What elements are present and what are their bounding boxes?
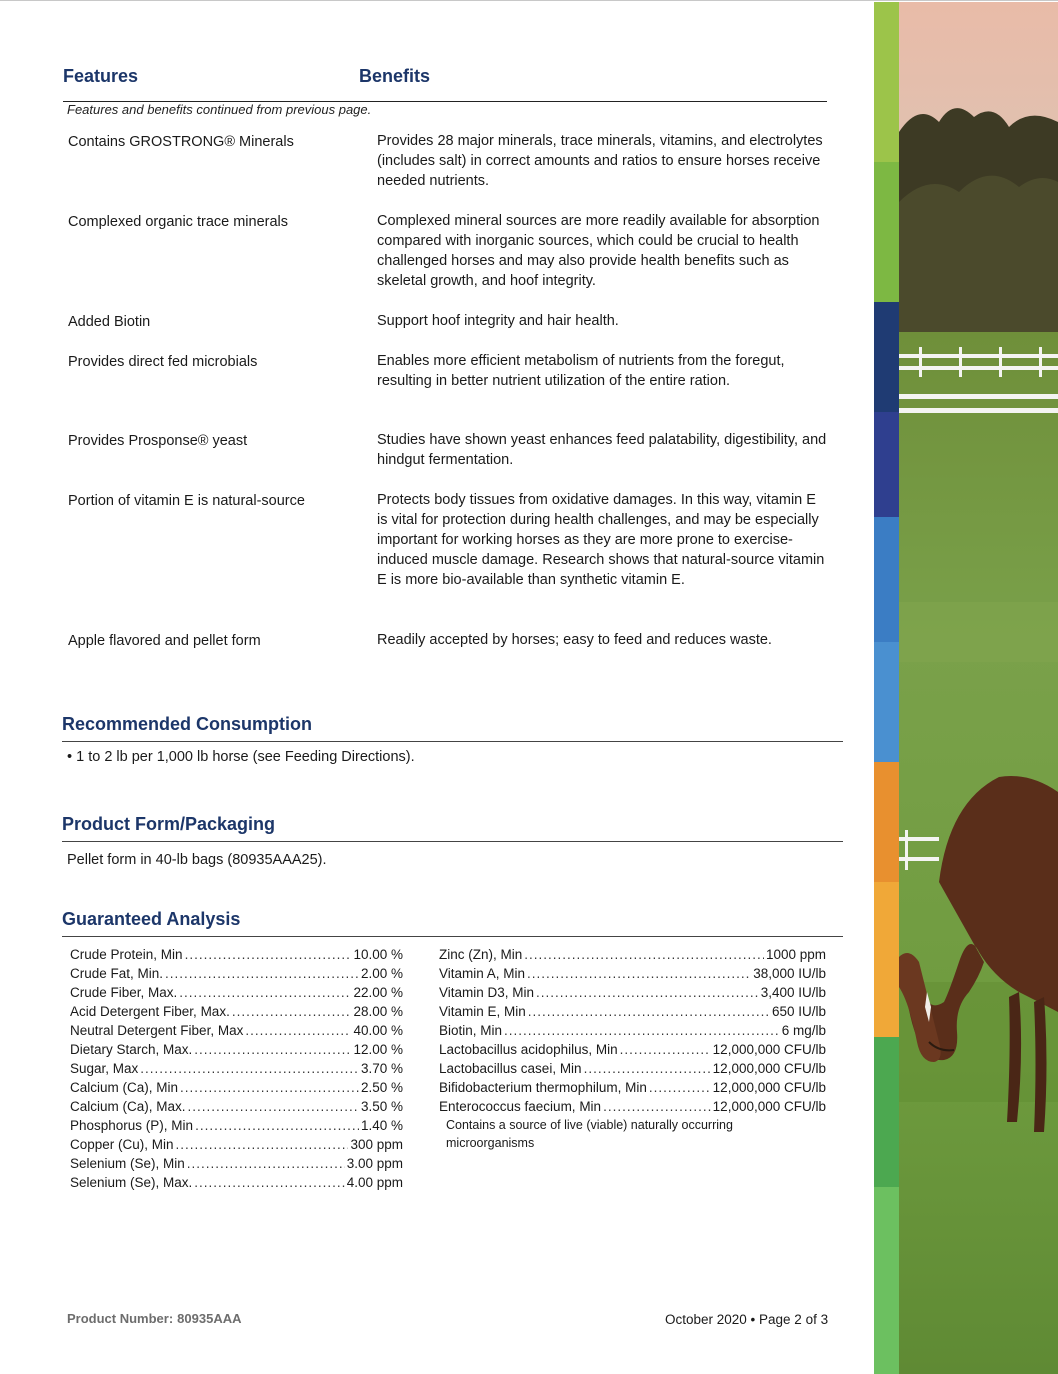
- dot-leader: [140, 1059, 359, 1078]
- benefit-text: Protects body tissues from oxidative damages. In this way, vitamin E is vital for protection during health challenges, and may be especially important for working horses as they are more prone to exercise-induced muscle damage. Research shows that natural-source vitamin E is more bio-available than synthetic vitamin E.: [377, 492, 825, 588]
- analysis-label: Crude Fat, Min.: [70, 966, 164, 981]
- analysis-label: Calcium (Ca), Max.: [70, 1099, 186, 1114]
- analysis-row: [70, 1097, 403, 1116]
- analysis-row: [70, 1116, 403, 1135]
- dot-leader: [528, 1002, 770, 1021]
- color-band-segment: [874, 162, 899, 302]
- dot-leader: [504, 1021, 780, 1040]
- analysis-label: Neutral Detergent Fiber, Max: [70, 1023, 244, 1038]
- color-band-segment: [874, 412, 899, 517]
- dot-leader: [187, 1154, 345, 1173]
- analysis-value: 3,400 IU/lb: [760, 985, 826, 1000]
- feature-text: Portion of vitamin E is natural-source: [68, 493, 305, 509]
- analysis-value: 300 ppm: [350, 1137, 403, 1152]
- analysis-row: [70, 1154, 403, 1173]
- features-benefits-header: [63, 66, 827, 102]
- color-band-segment: [874, 302, 899, 412]
- analysis-row: [439, 1021, 826, 1040]
- dot-leader: [188, 1097, 359, 1116]
- analysis-row: [70, 1040, 403, 1059]
- benefit-text: Complexed mineral sources are more readily available for absorption compared with inorganic sources, which could be crucial to health challenged horses and may also provide health benefits such as skeletal growth, and hoof integrity.: [377, 213, 820, 289]
- analysis-row: [439, 1097, 826, 1116]
- dot-leader: [195, 1116, 359, 1135]
- analysis-value: 40.00 %: [353, 1023, 403, 1038]
- feature-text: Provides direct fed microbials: [68, 354, 258, 370]
- color-band-segment: [874, 1187, 899, 1374]
- dot-leader: [165, 964, 359, 983]
- analysis-value: 12,000,000 CFU/lb: [712, 1080, 826, 1095]
- dot-leader: [584, 1059, 711, 1078]
- analysis-row: [70, 1135, 403, 1154]
- analysis-label: Crude Fiber, Max.: [70, 985, 178, 1000]
- dot-leader: [524, 945, 764, 964]
- guaranteed-analysis-heading: Guaranteed Analysis: [62, 909, 843, 937]
- analysis-row: [70, 1078, 403, 1097]
- color-band-segment: [874, 642, 899, 762]
- analysis-row: [439, 964, 826, 983]
- color-band-segment: [874, 517, 899, 642]
- analysis-value: 650 IU/lb: [771, 1004, 826, 1019]
- color-band-segment: [874, 762, 899, 882]
- analysis-value: 12,000,000 CFU/lb: [712, 1042, 826, 1057]
- analysis-value: 10.00 %: [353, 947, 403, 962]
- analysis-label: Zinc (Zn), Min: [439, 947, 523, 962]
- feature-text: Apple flavored and pellet form: [68, 633, 261, 649]
- dot-leader: [603, 1097, 711, 1116]
- analysis-label: Copper (Cu), Min: [70, 1137, 174, 1152]
- analysis-label: Dietary Starch, Max.: [70, 1042, 193, 1057]
- dot-leader: [185, 945, 352, 964]
- dot-leader: [527, 964, 751, 983]
- analysis-row: [439, 1040, 826, 1059]
- analysis-label: Enterococcus faecium, Min: [439, 1099, 602, 1114]
- analysis-label: Vitamin A, Min: [439, 966, 526, 981]
- feature-text: Contains GROSTRONG® Minerals: [68, 134, 294, 150]
- date-page: October 2020 • Page 2 of 3: [665, 1312, 829, 1327]
- analysis-label: Lactobacillus acidophilus, Min: [439, 1042, 618, 1057]
- feature-text: Added Biotin: [68, 314, 151, 330]
- analysis-row: [439, 1078, 826, 1097]
- top-rule: [0, 0, 1058, 1]
- analysis-row: [70, 1173, 403, 1192]
- analysis-value: 2.50 %: [360, 1080, 403, 1095]
- color-band-segment: [874, 1037, 899, 1187]
- benefit-text: Readily accepted by horses; easy to feed and reduces waste.: [377, 632, 772, 648]
- dot-leader: [194, 1040, 351, 1059]
- analysis-label: Vitamin E, Min: [439, 1004, 526, 1019]
- analysis-label: Calcium (Ca), Min: [70, 1080, 179, 1095]
- feature-text: Provides Prosponse® yeast: [68, 433, 248, 449]
- color-band-segment: [874, 2, 899, 162]
- dot-leader: [649, 1078, 711, 1097]
- analysis-value: 12,000,000 CFU/lb: [712, 1099, 826, 1114]
- product-form-heading: Product Form/Packaging: [62, 814, 843, 842]
- analysis-value: 4.00 ppm: [346, 1175, 403, 1190]
- analysis-label: Vitamin D3, Min: [439, 985, 535, 1000]
- analysis-value: 22.00 %: [353, 985, 403, 1000]
- analysis-left-column: [70, 945, 403, 1192]
- dot-leader: [180, 1078, 359, 1097]
- analysis-row: [70, 1059, 403, 1078]
- analysis-label: Crude Protein, Min: [70, 947, 183, 962]
- features-heading: Features: [63, 66, 139, 86]
- analysis-value: 3.50 %: [360, 1099, 403, 1114]
- analysis-row: [439, 1059, 826, 1078]
- dot-leader: [245, 1021, 351, 1040]
- analysis-value: 1000 ppm: [765, 947, 826, 962]
- dot-leader: [232, 1002, 352, 1021]
- analysis-value: 3.00 ppm: [346, 1156, 403, 1171]
- analysis-row: [70, 983, 403, 1002]
- analysis-row: [439, 945, 826, 964]
- analysis-row: [439, 1002, 826, 1021]
- analysis-label: Selenium (Se), Max.: [70, 1175, 193, 1190]
- product-number: [67, 1311, 242, 1326]
- analysis-label: Biotin, Min: [439, 1023, 503, 1038]
- benefit-text: Studies have shown yeast enhances feed palatability, digestibility, and hindgut fermentation.: [377, 432, 827, 468]
- product-number-value: 80935AAA: [177, 1311, 242, 1326]
- product-number-label: Product Number:: [67, 1311, 174, 1326]
- analysis-value: 12.00 %: [353, 1042, 403, 1057]
- continued-note: Features and benefits continued from previous page.: [67, 102, 372, 117]
- analysis-label: Sugar, Max: [70, 1061, 139, 1076]
- benefit-text: Support hoof integrity and hair health.: [377, 313, 619, 329]
- benefit-text: Enables more efficient metabolism of nutrients from the foregut, resulting in better nutrient utilization of the entire ration.: [377, 353, 785, 389]
- horse-pasture-photo: [899, 2, 1058, 1374]
- analysis-value: 12,000,000 CFU/lb: [712, 1061, 826, 1076]
- analysis-row: [70, 1021, 403, 1040]
- analysis-label: Lactobacillus casei, Min: [439, 1061, 582, 1076]
- color-band: [874, 2, 899, 1374]
- analysis-row: [70, 945, 403, 964]
- analysis-value: 1.40 %: [360, 1118, 403, 1133]
- analysis-value: 2.00 %: [360, 966, 403, 981]
- analysis-value: 38,000 IU/lb: [753, 966, 826, 981]
- microorganism-note: Contains a source of live (viable) naturally occurring microorganisms: [446, 1118, 733, 1150]
- analysis-value: 3.70 %: [360, 1061, 403, 1076]
- color-band-segment: [874, 882, 899, 1037]
- dot-leader: [536, 983, 759, 1002]
- analysis-row: [70, 1002, 403, 1021]
- benefit-text: Provides 28 major minerals, trace minerals, vitamins, and electrolytes (includes salt) in correct amounts and ratios to ensure horses receive needed nutrients.: [377, 133, 823, 189]
- dot-leader: [194, 1173, 344, 1192]
- feature-text: Complexed organic trace minerals: [68, 214, 289, 230]
- analysis-row: [70, 964, 403, 983]
- benefits-heading: Benefits: [359, 66, 431, 86]
- dot-leader: [176, 1135, 349, 1154]
- analysis-label: Phosphorus (P), Min: [70, 1118, 194, 1133]
- dot-leader: [620, 1040, 711, 1059]
- dot-leader: [179, 983, 351, 1002]
- analysis-value: 28.00 %: [353, 1004, 403, 1019]
- analysis-label: Acid Detergent Fiber, Max.: [70, 1004, 230, 1019]
- analysis-label: Bifidobacterium thermophilum, Min: [439, 1080, 647, 1095]
- analysis-row: [439, 983, 826, 1002]
- recommended-consumption-text: • 1 to 2 lb per 1,000 lb horse (see Feeding Directions).: [67, 749, 415, 765]
- analysis-value: 6 mg/lb: [781, 1023, 826, 1038]
- recommended-consumption-heading: Recommended Consumption: [62, 714, 843, 742]
- product-form-text: Pellet form in 40-lb bags (80935AAA25).: [67, 852, 327, 868]
- analysis-label: Selenium (Se), Min: [70, 1156, 185, 1171]
- analysis-right-column: [439, 945, 826, 1152]
